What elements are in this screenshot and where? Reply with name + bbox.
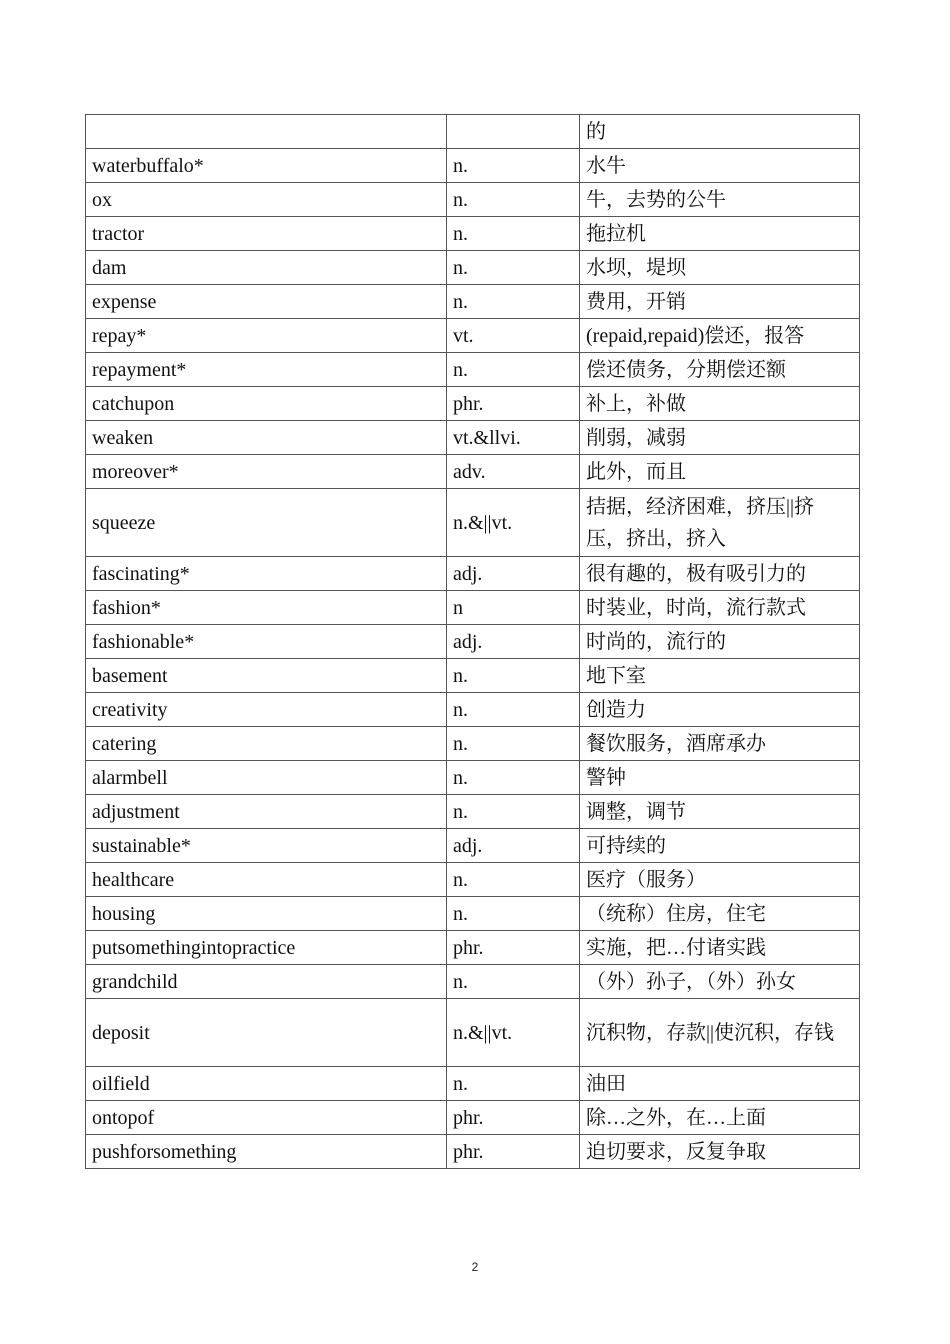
word-cell: alarmbell [86, 761, 447, 795]
meaning-cell: 此外，而且 [580, 455, 860, 489]
table-row [86, 251, 860, 285]
meaning-cell: 拖拉机 [580, 217, 860, 251]
word-cell: dam [86, 251, 447, 285]
meaning-cell: 调整，调节 [580, 795, 860, 829]
word-cell: tractor [86, 217, 447, 251]
meaning-cell: 创造力 [580, 693, 860, 727]
word-cell: fascinating* [86, 557, 447, 591]
part-of-speech-cell: phr. [447, 1135, 580, 1169]
word-cell: oilfield [86, 1067, 447, 1101]
meaning-cell: 牛，去势的公牛 [580, 183, 860, 217]
meaning-cell: 的 [580, 115, 860, 149]
word-cell: weaken [86, 421, 447, 455]
meaning-cell: 迫切要求，反复争取 [580, 1135, 860, 1169]
meaning-cell: 拮据，经济困难，挤压||挤压，挤出，挤入 [580, 489, 860, 557]
part-of-speech-cell: n. [447, 1067, 580, 1101]
table-row [86, 115, 860, 149]
vocabulary-table-body [86, 115, 860, 1169]
word-cell: repay* [86, 319, 447, 353]
page-number: 2 [471, 1260, 479, 1274]
meaning-cell: （外）孙子，（外）孙女 [580, 965, 860, 999]
word-cell: basement [86, 659, 447, 693]
meaning-cell: 费用，开销 [580, 285, 860, 319]
meaning-cell: (repaid,repaid)偿还，报答 [580, 319, 860, 353]
table-row [86, 387, 860, 421]
word-cell: ontopof [86, 1101, 447, 1135]
table-row [86, 727, 860, 761]
meaning-cell: 油田 [580, 1067, 860, 1101]
meaning-cell: 时装业，时尚，流行款式 [580, 591, 860, 625]
part-of-speech-cell: phr. [447, 1101, 580, 1135]
meaning-cell: 医疗（服务） [580, 863, 860, 897]
meaning-cell: 警钟 [580, 761, 860, 795]
table-row [86, 931, 860, 965]
part-of-speech-cell: n. [447, 965, 580, 999]
table-row [86, 1067, 860, 1101]
part-of-speech-cell: n. [447, 795, 580, 829]
part-of-speech-cell: n. [447, 285, 580, 319]
table-row [86, 625, 860, 659]
part-of-speech-cell: adv. [447, 455, 580, 489]
word-cell: moreover* [86, 455, 447, 489]
meaning-cell: 水坝，堤坝 [580, 251, 860, 285]
word-cell: catering [86, 727, 447, 761]
part-of-speech-cell: n. [447, 761, 580, 795]
table-row [86, 795, 860, 829]
meaning-cell: 可持续的 [580, 829, 860, 863]
word-cell: repayment* [86, 353, 447, 387]
table-row [86, 897, 860, 931]
table-row [86, 217, 860, 251]
meaning-cell: 削弱，减弱 [580, 421, 860, 455]
word-cell [86, 115, 447, 149]
table-row [86, 285, 860, 319]
part-of-speech-cell: n [447, 591, 580, 625]
part-of-speech-cell: adj. [447, 557, 580, 591]
table-row [86, 557, 860, 591]
meaning-cell: 水牛 [580, 149, 860, 183]
part-of-speech-cell: n.&||vt. [447, 999, 580, 1067]
word-cell: fashion* [86, 591, 447, 625]
meaning-cell: 偿还债务，分期偿还额 [580, 353, 860, 387]
part-of-speech-cell: n. [447, 863, 580, 897]
word-cell: healthcare [86, 863, 447, 897]
part-of-speech-cell: n. [447, 727, 580, 761]
word-cell: fashionable* [86, 625, 447, 659]
word-cell: pushforsomething [86, 1135, 447, 1169]
table-row [86, 659, 860, 693]
table-row [86, 1135, 860, 1169]
part-of-speech-cell: n. [447, 353, 580, 387]
word-cell: ox [86, 183, 447, 217]
part-of-speech-cell: n. [447, 183, 580, 217]
table-row [86, 965, 860, 999]
table-row [86, 183, 860, 217]
table-row [86, 149, 860, 183]
word-cell: sustainable* [86, 829, 447, 863]
part-of-speech-cell: adj. [447, 829, 580, 863]
word-cell: adjustment [86, 795, 447, 829]
word-cell: grandchild [86, 965, 447, 999]
vocabulary-table [85, 114, 860, 1169]
part-of-speech-cell [447, 115, 580, 149]
word-cell: deposit [86, 999, 447, 1067]
part-of-speech-cell: vt. [447, 319, 580, 353]
word-cell: catchupon [86, 387, 447, 421]
word-cell: housing [86, 897, 447, 931]
table-row [86, 693, 860, 727]
meaning-cell: 时尚的，流行的 [580, 625, 860, 659]
meaning-cell: 很有趣的，极有吸引力的 [580, 557, 860, 591]
meaning-cell: 沉积物，存款||使沉积，存钱 [580, 999, 860, 1067]
word-cell: squeeze [86, 489, 447, 557]
part-of-speech-cell: n. [447, 659, 580, 693]
table-row [86, 1101, 860, 1135]
table-row [86, 489, 860, 557]
part-of-speech-cell: vt.&llvi. [447, 421, 580, 455]
part-of-speech-cell: phr. [447, 387, 580, 421]
table-row [86, 999, 860, 1067]
meaning-cell: 补上，补做 [580, 387, 860, 421]
meaning-cell: 除…之外，在…上面 [580, 1101, 860, 1135]
part-of-speech-cell: n. [447, 217, 580, 251]
table-row [86, 455, 860, 489]
word-cell: waterbuffalo* [86, 149, 447, 183]
meaning-cell: （统称）住房，住宅 [580, 897, 860, 931]
meaning-cell: 地下室 [580, 659, 860, 693]
part-of-speech-cell: n. [447, 897, 580, 931]
word-cell: putsomethingintopractice [86, 931, 447, 965]
table-row [86, 353, 860, 387]
table-row [86, 591, 860, 625]
part-of-speech-cell: n. [447, 693, 580, 727]
table-row [86, 421, 860, 455]
meaning-cell: 餐饮服务，酒席承办 [580, 727, 860, 761]
part-of-speech-cell: n. [447, 149, 580, 183]
table-row [86, 761, 860, 795]
part-of-speech-cell: phr. [447, 931, 580, 965]
table-row [86, 319, 860, 353]
word-cell: expense [86, 285, 447, 319]
table-row [86, 829, 860, 863]
part-of-speech-cell: n. [447, 251, 580, 285]
part-of-speech-cell: n.&||vt. [447, 489, 580, 557]
meaning-cell: 实施，把…付诸实践 [580, 931, 860, 965]
table-row [86, 863, 860, 897]
part-of-speech-cell: adj. [447, 625, 580, 659]
word-cell: creativity [86, 693, 447, 727]
